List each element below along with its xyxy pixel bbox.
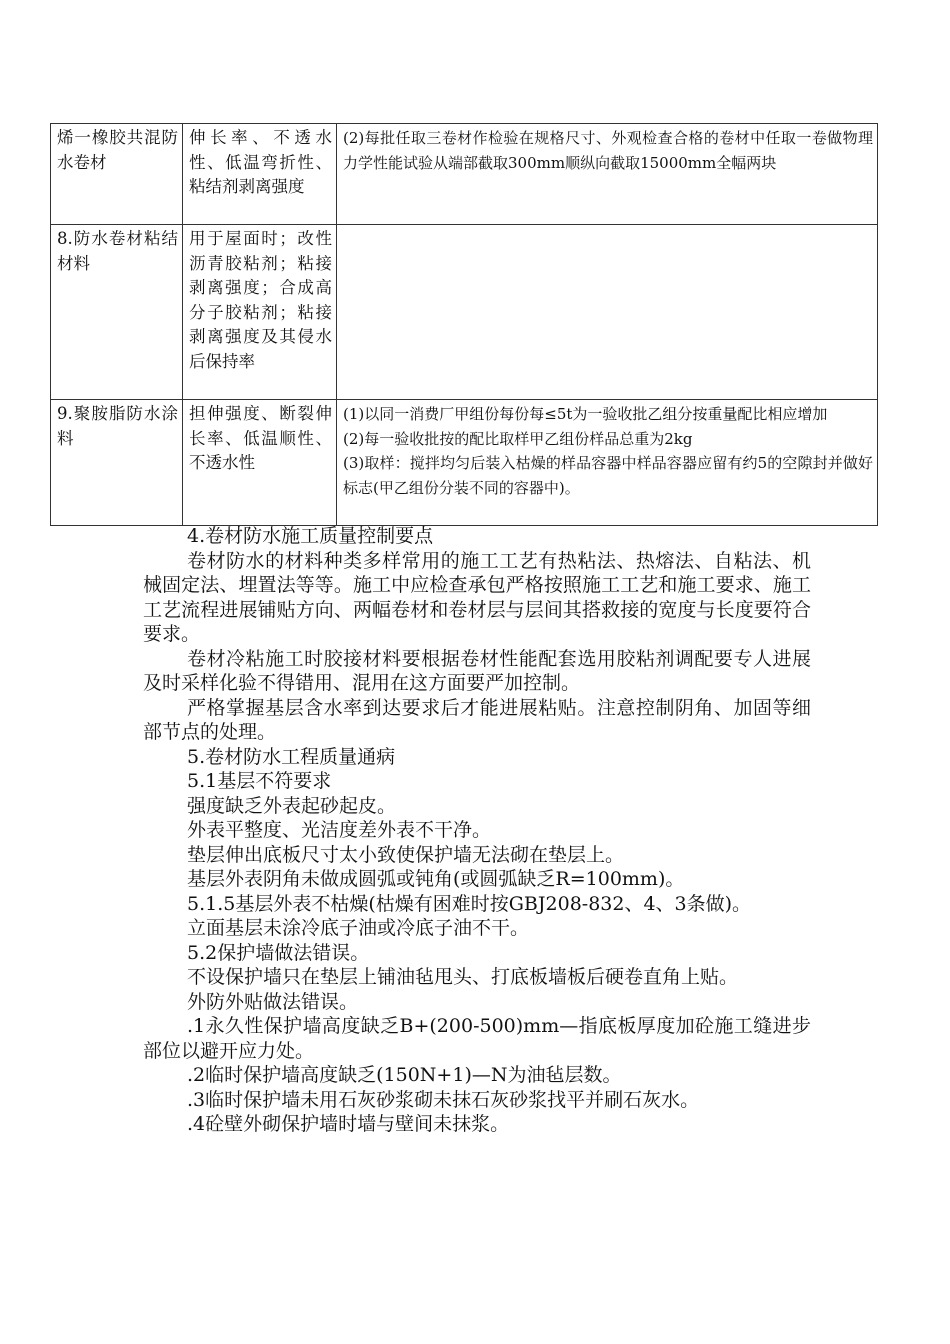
paragraph: 卷材防水的材料种类多样常用的施工工艺有热粘法、热熔法、自粘法、机械固定法、埋置法等等。施工中应检查承包严格按照施工工艺和施工要求、施工工艺流程进展铺贴方向、两幅卷材和卷材层与层间其搭救接的宽度与长度要符合要求。 (143, 549, 811, 645)
paragraph: 严格掌握基层含水率到达要求后才能进展粘贴。注意控制阴角、加固等细部节点的处理。 (143, 696, 811, 743)
paragraph: 垫层伸出底板尺寸太小致使保护墙无法砌在垫层上。 (187, 843, 625, 866)
paragraph: .1永久性保护墙高度缺乏B+(200-500)mm—指底板厚度加砼施工缝进步部位以避开应力处。 (143, 1015, 811, 1062)
paragraph: 立面基层未涂冷底子油或冷底子油不干。 (187, 917, 530, 939)
material-cell: 8.防水卷材粘结材料 (51, 225, 183, 400)
test-items-cell: 用于屋面时；改性沥青胶粘剂；粘接剥离强度；合成高分子胶粘剂；粘接剥离强度及其侵水后保持率 (183, 225, 337, 400)
paragraph: .3临时保护墙未用石灰砂浆砌未抹石灰砂浆找平并刷石灰水。 (187, 1088, 700, 1111)
paragraph: 外表平整度、光洁度差外表不干净。 (187, 819, 492, 841)
sampling-line: (2)每一验收批按的配比取样甲乙组份样品总重为2kg (343, 429, 693, 448)
paragraph: .2临时保护墙高度缺乏(150N+1)—N为油毡层数。 (187, 1064, 622, 1086)
sampling-cell (337, 225, 878, 400)
paragraph: 卷材冷粘施工时胶接材料要根据卷材性能配套选用胶粘剂调配要专人进展及时采样化验不得错用、混用在这方面要严加控制。 (143, 647, 811, 694)
section-heading: 5.卷材防水工程质量通病 (187, 745, 396, 768)
table-row (51, 400, 878, 526)
table-row (51, 225, 878, 400)
paragraph: 5.1.5基层外表不枯燥(枯燥有困难时按GBJ208-832、4、3条做)。 (187, 892, 752, 915)
subsection-heading: 5.2保护墙做法错误。 (187, 941, 370, 964)
sampling-cell (337, 400, 878, 526)
paragraph: .4砼壁外砌保护墙时墙与壁间未抹浆。 (187, 1113, 510, 1135)
test-items-cell: 担伸强度、断裂伸长率、低温顺性、不透水性 (183, 400, 337, 526)
section-heading: 4.卷材防水施工质量控制要点 (187, 525, 434, 547)
paragraph: 基层外表阴角未做成圆弧或钝角(或圆弧缺乏R=100mm)。 (187, 868, 685, 890)
test-items-cell: 伸长率、不透水性、低温弯折性、粘结剂剥离强度 (183, 124, 337, 225)
paragraph: 外防外贴做法错误。 (187, 990, 359, 1013)
table-row (51, 124, 878, 225)
material-cell: 9.聚胺脂防水涂料 (51, 400, 183, 526)
material-inspection-table (50, 123, 878, 526)
sampling-line: (3)取样：搅拌均匀后装入枯燥的样品容器中样品容器应留有约5的空隙封并做好标志(甲乙组份分装不同的容器中)。 (343, 454, 873, 497)
paragraph: 强度缺乏外表起砂起皮。 (187, 794, 397, 817)
paragraph: 不设保护墙只在垫层上铺油毡甩头、打底板墙板后硬卷直角上贴。 (187, 966, 739, 988)
sampling-cell (337, 124, 878, 225)
subsection-heading: 5.1基层不符要求 (187, 770, 332, 792)
sampling-line: (2)每批任取三卷材作检验在规格尺寸、外观检查合格的卷材中任取一卷做物理力学性能试验从端部截取300mm顺纵向截取15000mm全幅两块 (343, 129, 873, 172)
body-text (143, 524, 811, 1137)
material-cell: 烯一橡胶共混防水卷材 (51, 124, 183, 225)
sampling-line: (1)以同一消费厂甲组份每份每≤5t为一验收批乙组分按重量配比相应增加 (343, 405, 828, 423)
